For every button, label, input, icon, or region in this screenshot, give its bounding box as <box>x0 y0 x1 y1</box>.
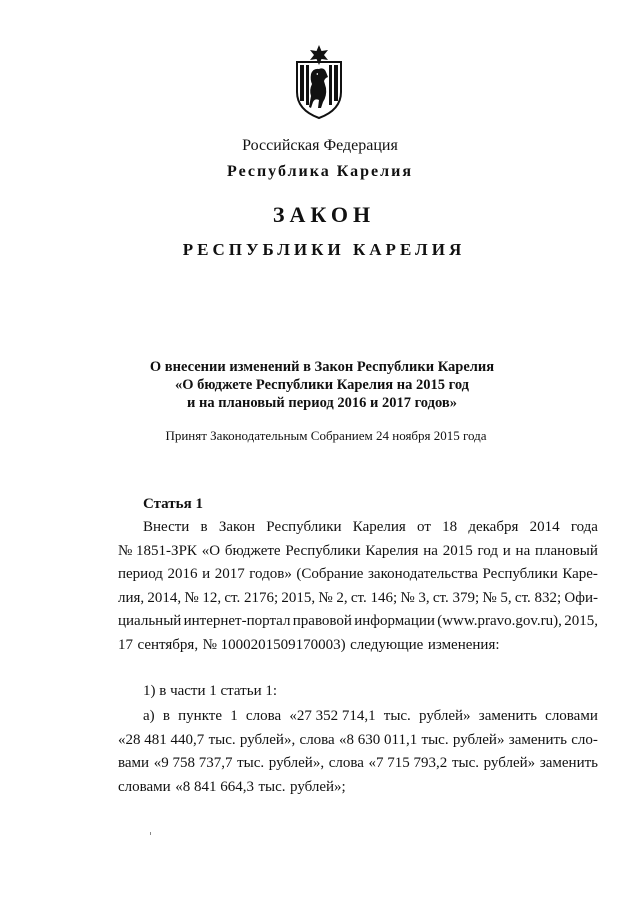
text-line: 17 сентября, № 1000201509170003) следующие изменения: <box>118 636 500 653</box>
text-line: «28 481 440,7 тыс. рублей», слова «8 630 011,1 тыс. рублей» заменить сло- <box>118 731 598 748</box>
scan-speck <box>150 832 151 835</box>
document-title <box>2 358 640 412</box>
article-subitem <box>118 705 598 799</box>
document-title-line: О внесении изменений в Закон Республики Карелия <box>149 359 495 375</box>
text-line: циальный интернет-портал правовой информации (www.pravo.gov.ru), 2015, <box>118 613 598 629</box>
document-title-line: и на плановый период 2016 и 2017 годов» <box>187 395 457 411</box>
text-line: период 2016 и 2017 годов» (Собрание законодательства Республики Каре- <box>118 566 598 582</box>
text-line: а) в пункте 1 слова «27 352 714,1 тыс. рублей» заменить словами <box>143 708 598 724</box>
adoption-note: Принят Законодательным Собранием 24 ноября 2015 года <box>165 428 487 443</box>
law-subtitle: РЕСПУБЛИКИ КАРЕЛИЯ <box>182 240 466 259</box>
document-title-line: «О бюджете Республики Карелия на 2015 год <box>174 377 470 393</box>
text-line: лия, 2014, № 12, ст. 2176; 2015, № 2, ст. 146; № 3, ст. 379; № 5, ст. 832; Офи- <box>118 589 598 606</box>
text-line: вами «9 758 737,7 тыс. рублей», слова «7 715 793,2 тыс. рублей» заменить <box>118 755 598 771</box>
article-heading: Статья 1 <box>143 496 203 512</box>
karelia-coat-of-arms-icon <box>291 44 347 120</box>
text-line: Внести в Закон Республики Карелия от 18 декабря 2014 года <box>143 519 598 535</box>
republic-name: Республика Карелия <box>227 163 413 180</box>
law-title: ЗАКОН <box>272 202 376 227</box>
article-paragraph <box>118 516 598 657</box>
list-item: 1) в части 1 статьи 1: <box>143 683 278 699</box>
text-line: словами «8 841 664,3 тыс. рублей»; <box>118 778 346 795</box>
text-line: № 1851-ЗРК «О бюджете Республики Карелия на 2015 год и на плановый <box>118 542 598 559</box>
country-name: Российская Федерация <box>242 137 398 154</box>
